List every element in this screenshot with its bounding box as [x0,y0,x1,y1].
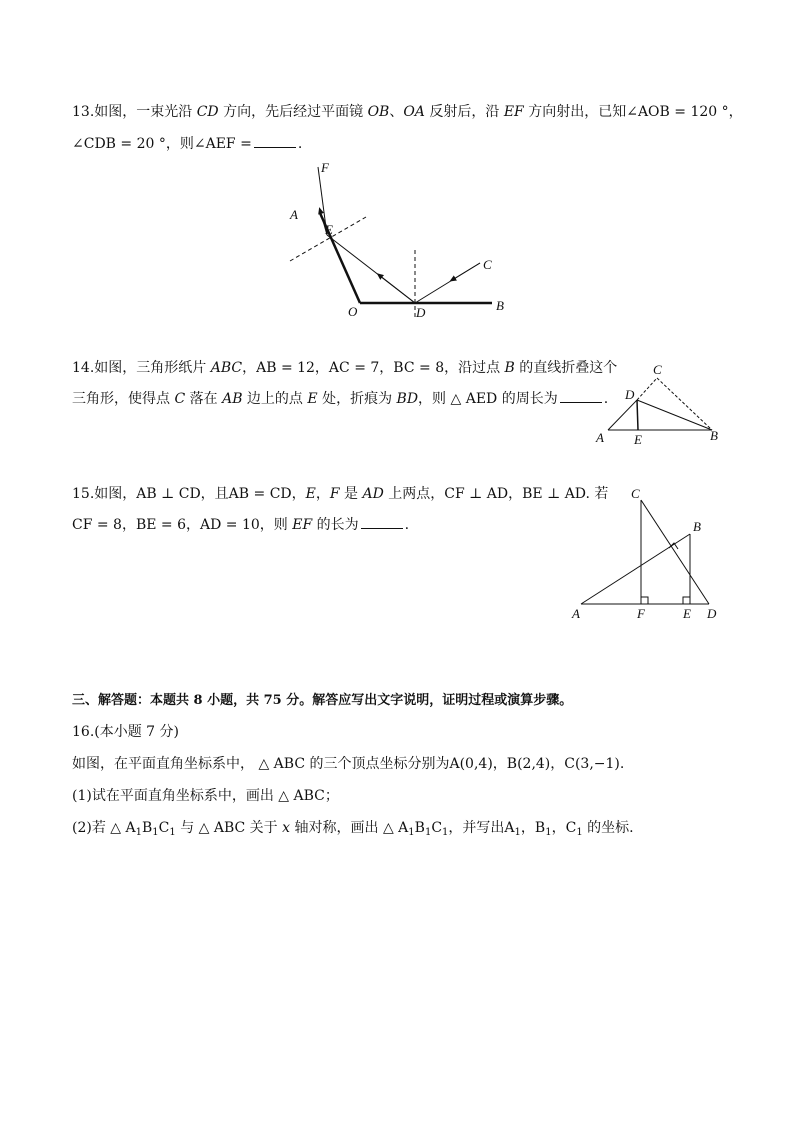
q13-text: 方向射出，已知∠AOB = 120 °， [523,104,743,120]
q13-text: 方向，先后经过平面镜 [218,104,368,120]
subscript: 1 [135,827,142,838]
q16-line3 [72,819,634,842]
side-cb [657,378,712,430]
q14-ab: AB [222,391,243,407]
subscript: 1 [514,827,521,838]
q13-figure [280,155,520,325]
q14-line1 [72,359,617,377]
q13-number: 13. [72,104,95,120]
q14-text: ，则 △ AED 的周长为 [418,391,558,407]
label-c: C [483,257,492,272]
q15-text: . [404,517,410,533]
side-dc [637,378,657,400]
q16-text: B [414,820,425,836]
q15-ad: AD [362,486,384,502]
q14-number: 14. [72,360,95,376]
label-e: E [325,222,333,237]
q14-text: ，AB = 12，AC = 7，BC = 8，沿过点 [242,360,505,376]
label-a: A [572,606,580,621]
q14-b: B [504,360,515,376]
subscript: 1 [152,827,159,838]
q15-f: F [329,486,340,502]
right-angle-e [683,597,690,604]
side-ad [608,400,637,430]
q13-ob: OB [367,104,390,120]
q13-ef: EF [503,104,524,120]
subscript: 1 [408,827,415,838]
q15-text: 上两点，CF ⊥ AD，BE ⊥ AD. 若 [383,486,609,502]
label-e: E [634,432,642,447]
q16-text: (2)若 △ A [72,820,136,836]
q14-text: 边上的点 [242,391,308,407]
label-f: F [637,606,645,621]
label-c: C [653,362,662,377]
q14-text: 三角形，使得点 [72,391,175,407]
q15-ef: EF [292,517,313,533]
q13-oa: OA [403,104,425,120]
q16-text: C [158,820,170,836]
q14-figure [590,358,730,448]
q13-text: 、 [389,104,404,120]
label-b: B [496,298,504,313]
q15-figure [565,482,735,624]
label-b: B [710,428,718,443]
right-angle-f [641,597,648,604]
q16-header: 16.(本小题 7 分) [72,724,179,740]
q14-line2 [72,390,608,408]
label-a: A [596,430,604,445]
label-b: B [693,519,701,534]
subscript: 1 [424,827,432,838]
label-a: A [290,207,298,222]
q16-x: x [282,820,291,836]
subscript: 1 [576,827,583,838]
ray-de-arrow [379,275,415,303]
q14-bd: BD [396,391,419,407]
subscript: 1 [442,827,449,838]
q14-text: 的直线折叠这个 [514,360,618,376]
q14-c: C [174,391,186,407]
q16-text: C [431,820,443,836]
segment-de [637,400,638,430]
q16-text: ，B [520,820,546,836]
q15-text: CF = 8，BE = 6，AD = 10，则 [72,517,293,533]
subscript: 1 [545,827,552,838]
q16-text: ，C [551,820,577,836]
q15-text: 如图，AB ⊥ CD，且AB = CD， [94,486,306,502]
q15-line1 [72,485,608,503]
q13-text: 反射后，沿 [424,104,504,120]
right-angle-ab-cd [669,543,678,549]
q16-text: 轴对称，画出 △ A [290,820,409,836]
crease-bd [637,400,712,430]
q13-text: ∠CDB = 20 °，则∠AEF = [72,136,252,152]
label-d: D [625,387,635,402]
q14-e: E [307,391,318,407]
q14-text: 落在 [185,391,223,407]
q13-text: 如图，一束光沿 [94,104,197,120]
segment-cd [641,500,709,604]
q13-line1 [72,103,743,121]
q13-text: . [297,136,303,152]
q14-abc: ABC [210,360,243,376]
q15-text: ， [315,486,330,502]
label-e: E [683,606,691,621]
q16-text: B [141,820,153,836]
q15-number: 15. [72,486,95,502]
label-d: D [707,606,717,621]
q14-text: 如图，三角形纸片 [94,360,211,376]
ray-cd-arrow [452,263,480,280]
section-title: 三、解答题：本题共 8 小题，共 75 分。解答应写出文字说明，证明过程或演算步骤。 [72,693,573,708]
label-o: O [348,304,358,319]
q15-line2 [72,516,409,534]
q14-text: 处，折痕为 [317,391,397,407]
q13-line2 [72,135,302,153]
label-d: D [416,305,426,320]
answer-blank[interactable] [361,516,403,529]
q16-line2: (1)试在平面直角坐标系中，画出 △ ABC； [72,788,339,804]
segment-ab [581,534,690,604]
q16-text: ，并写出A [448,820,515,836]
q13-cd: CD [196,104,219,120]
q16-text: 的坐标. [582,820,634,836]
q16-line1: 如图，在平面直角坐标系中， △ ABC 的三个顶点坐标分别为A(0,4)，B(2,4)，C(3,−1). [72,756,625,772]
q15-text: 是 [339,486,363,502]
q15-e: E [305,486,316,502]
label-c: C [631,486,640,501]
q16-text: 与 △ ABC 关于 [175,820,283,836]
subscript: 1 [169,827,176,838]
answer-blank[interactable] [254,135,296,148]
q14-text: . [603,391,609,407]
q15-text: 的长为 [312,517,359,533]
label-f: F [321,160,329,175]
